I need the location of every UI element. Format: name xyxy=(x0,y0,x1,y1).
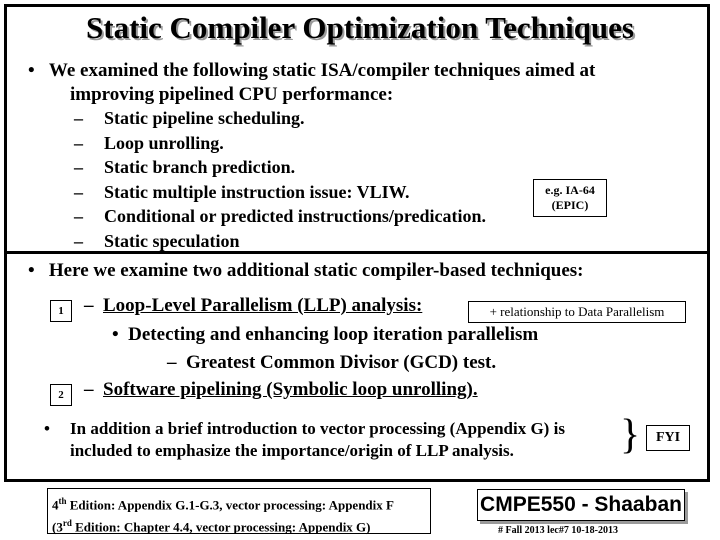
technique1-subsub xyxy=(148,352,496,374)
section-divider xyxy=(7,251,707,254)
list-item: – Static speculation xyxy=(74,230,240,251)
fyi-box: FYI xyxy=(646,425,690,451)
technique2-label: Software pipelining (Symbolic loop unrolling). xyxy=(103,379,478,400)
slide-title: Static Compiler Optimization Techniques xyxy=(86,10,634,45)
list-item: – Static multiple instruction issue: VLIW. xyxy=(74,181,410,202)
subsub-dash: – xyxy=(167,352,177,373)
course-label: CMPE550 - Shaaban xyxy=(477,489,685,521)
technique-dash: – xyxy=(84,379,94,400)
bullet-dot: • xyxy=(44,419,50,438)
relationship-box: + relationship to Data Parallelism xyxy=(468,301,686,323)
additional-bullet xyxy=(28,260,584,282)
fyi-brace: } xyxy=(620,412,641,458)
edition-line2: (3rd Edition: Chapter 4.4, vector processing: Appendix G) xyxy=(52,518,371,535)
technique-number-1: 1 xyxy=(50,300,72,322)
edition-line1: 4th Edition: Appendix G.1-G.3, vector processing: Appendix F xyxy=(52,496,394,513)
slide-footer: # Fall 2013 lec#7 10-18-2013 xyxy=(498,525,618,536)
technique1-subsub-text: Greatest Common Divisor (GCD) test. xyxy=(186,352,497,373)
eg-line2: (EPIC) xyxy=(551,198,589,212)
technique1-line xyxy=(84,295,422,317)
technique1-label: Loop-Level Parallelism (LLP) analysis: xyxy=(103,295,423,316)
technique-dash: – xyxy=(84,295,94,316)
intro-bullet xyxy=(28,60,596,105)
eg-line1: e.g. IA-64 xyxy=(545,183,595,197)
vector-note-line1: In addition a brief introduction to vector processing (Appendix G) is xyxy=(70,419,565,438)
intro-line1: We examined the following static ISA/compiler techniques aimed at xyxy=(48,60,596,81)
eg-ia64-box xyxy=(533,179,607,217)
technique1-sub xyxy=(112,324,538,346)
bullet-dot: • xyxy=(112,324,119,345)
vector-note-line2: included to emphasize the importance/origin of LLP analysis. xyxy=(70,441,514,460)
bullet-dot: • xyxy=(28,260,35,281)
additional-intro: Here we examine two additional static compiler-based techniques: xyxy=(48,260,584,281)
list-item: – Conditional or predicted instructions/predication. xyxy=(74,206,487,226)
technique2-line xyxy=(84,379,478,401)
edition-reference-box xyxy=(47,488,431,534)
list-item: – Static branch prediction. xyxy=(74,157,296,177)
bullet-dot: • xyxy=(28,60,35,81)
examined-techniques-list xyxy=(74,108,486,255)
technique-number-2: 2 xyxy=(50,384,72,406)
technique1-sub-text: Detecting and enhancing loop iteration parallelism xyxy=(128,324,539,345)
intro-line2: improving pipelined CPU performance: xyxy=(70,84,394,105)
list-item: – Loop unrolling. xyxy=(74,132,224,153)
list-item: – Static pipeline scheduling. xyxy=(74,108,305,128)
